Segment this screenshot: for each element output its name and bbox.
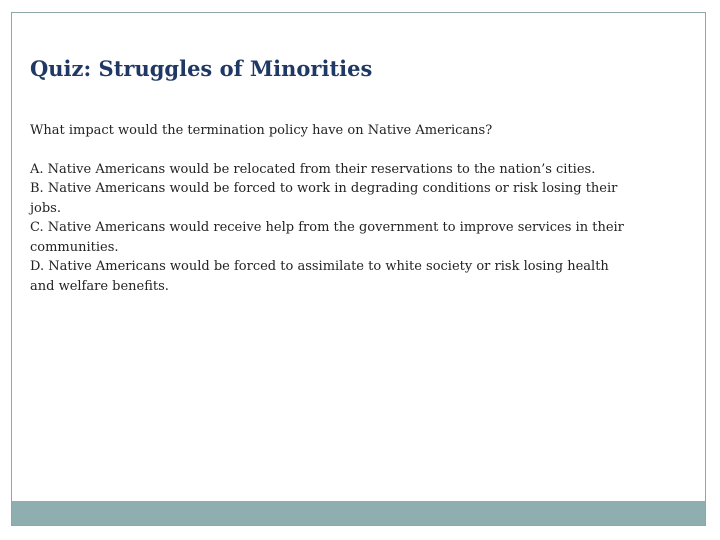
- slide-frame: [11, 12, 706, 526]
- answer-option-c: C. Native Americans would receive help from the government to improve services in their communities.: [30, 220, 624, 255]
- answer-option-d: D. Native Americans would be forced to assimilate to white society or risk losing health and welfare benefits.: [30, 259, 609, 294]
- answer-option-b: B. Native Americans would be forced to work in degrading conditions or risk losing their jobs.: [30, 181, 618, 216]
- quiz-question: What impact would the termination policy have on Native Americans?: [30, 123, 493, 138]
- answer-option-a: A. Native Americans would be relocated from their reservations to the nation’s cities.: [30, 161, 596, 177]
- slide-title: Quiz: Struggles of Minorities: [30, 56, 373, 81]
- slide-footer-bar: [12, 501, 705, 525]
- slide-body: [30, 121, 630, 296]
